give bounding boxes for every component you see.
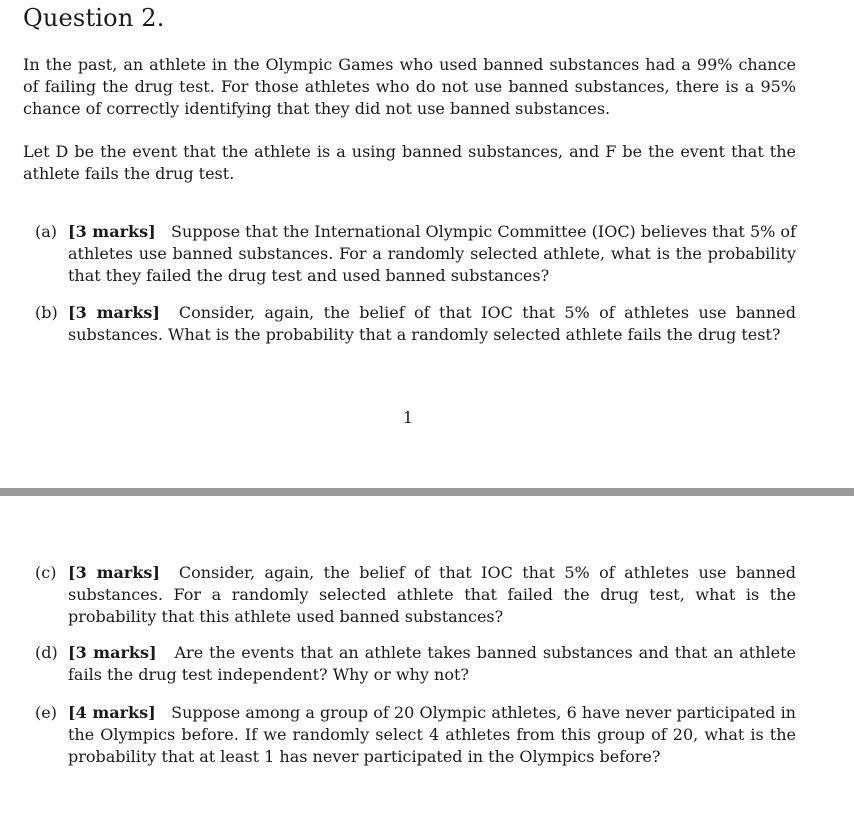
page-number: 1 [402,408,414,427]
part-a [35,221,796,287]
part-text: Are the events that an athlete takes banned substances and that an athlete fails the drug test independent? Why or why not? [68,643,796,684]
part-label: (e) [35,703,57,722]
part-body [68,302,796,346]
part-text: Consider, again, the belief of that IOC that 5% of athletes use banned substances. What is the probability that a randomly selected athlete fails the drug test? [68,303,796,344]
question-title: Question 2. [23,4,165,32]
page-separator [0,488,854,496]
marks-label: [3 marks] [68,563,160,582]
part-c [35,562,796,628]
part-body [68,562,796,628]
marks-label: [4 marks] [68,703,156,722]
part-text: Suppose that the International Olympic Committee (IOC) believes that 5% of athletes use banned substances. For a randomly selected athlete, what is the probability that they failed the drug test and used banned substances? [68,222,796,285]
part-b [35,302,796,346]
part-body [68,702,796,768]
part-label: (d) [35,643,58,662]
definitions-paragraph: Let D be the event that the athlete is a using banned substances, and F be the event that the athlete fails the drug test. [23,142,796,183]
part-text: Suppose among a group of 20 Olympic athletes, 6 have never participated in the Olympics before. If we randomly select 4 athletes from this group of 20, what is the probability that at least 1 has never participated in the Olympics before? [68,703,796,766]
part-label: (c) [35,563,57,582]
part-body [68,221,796,287]
part-e [35,702,796,768]
part-body [68,642,796,686]
marks-label: [3 marks] [68,303,160,322]
marks-label: [3 marks] [68,222,156,241]
part-label: (b) [35,303,58,322]
marks-label: [3 marks] [68,643,157,662]
part-text: Consider, again, the belief of that IOC that 5% of athletes use banned substances. For a randomly selected athlete that failed the drug test, what is the probability that this athlete used banned substances? [68,563,796,626]
part-label: (a) [35,222,58,241]
intro-paragraph: In the past, an athlete in the Olympic Games who used banned substances had a 99% chance of failing the drug test. For those athletes who do not use banned substances, there is a 95% chance of correctly identifying that they did not use banned substances. [23,55,796,118]
part-d [35,642,796,686]
